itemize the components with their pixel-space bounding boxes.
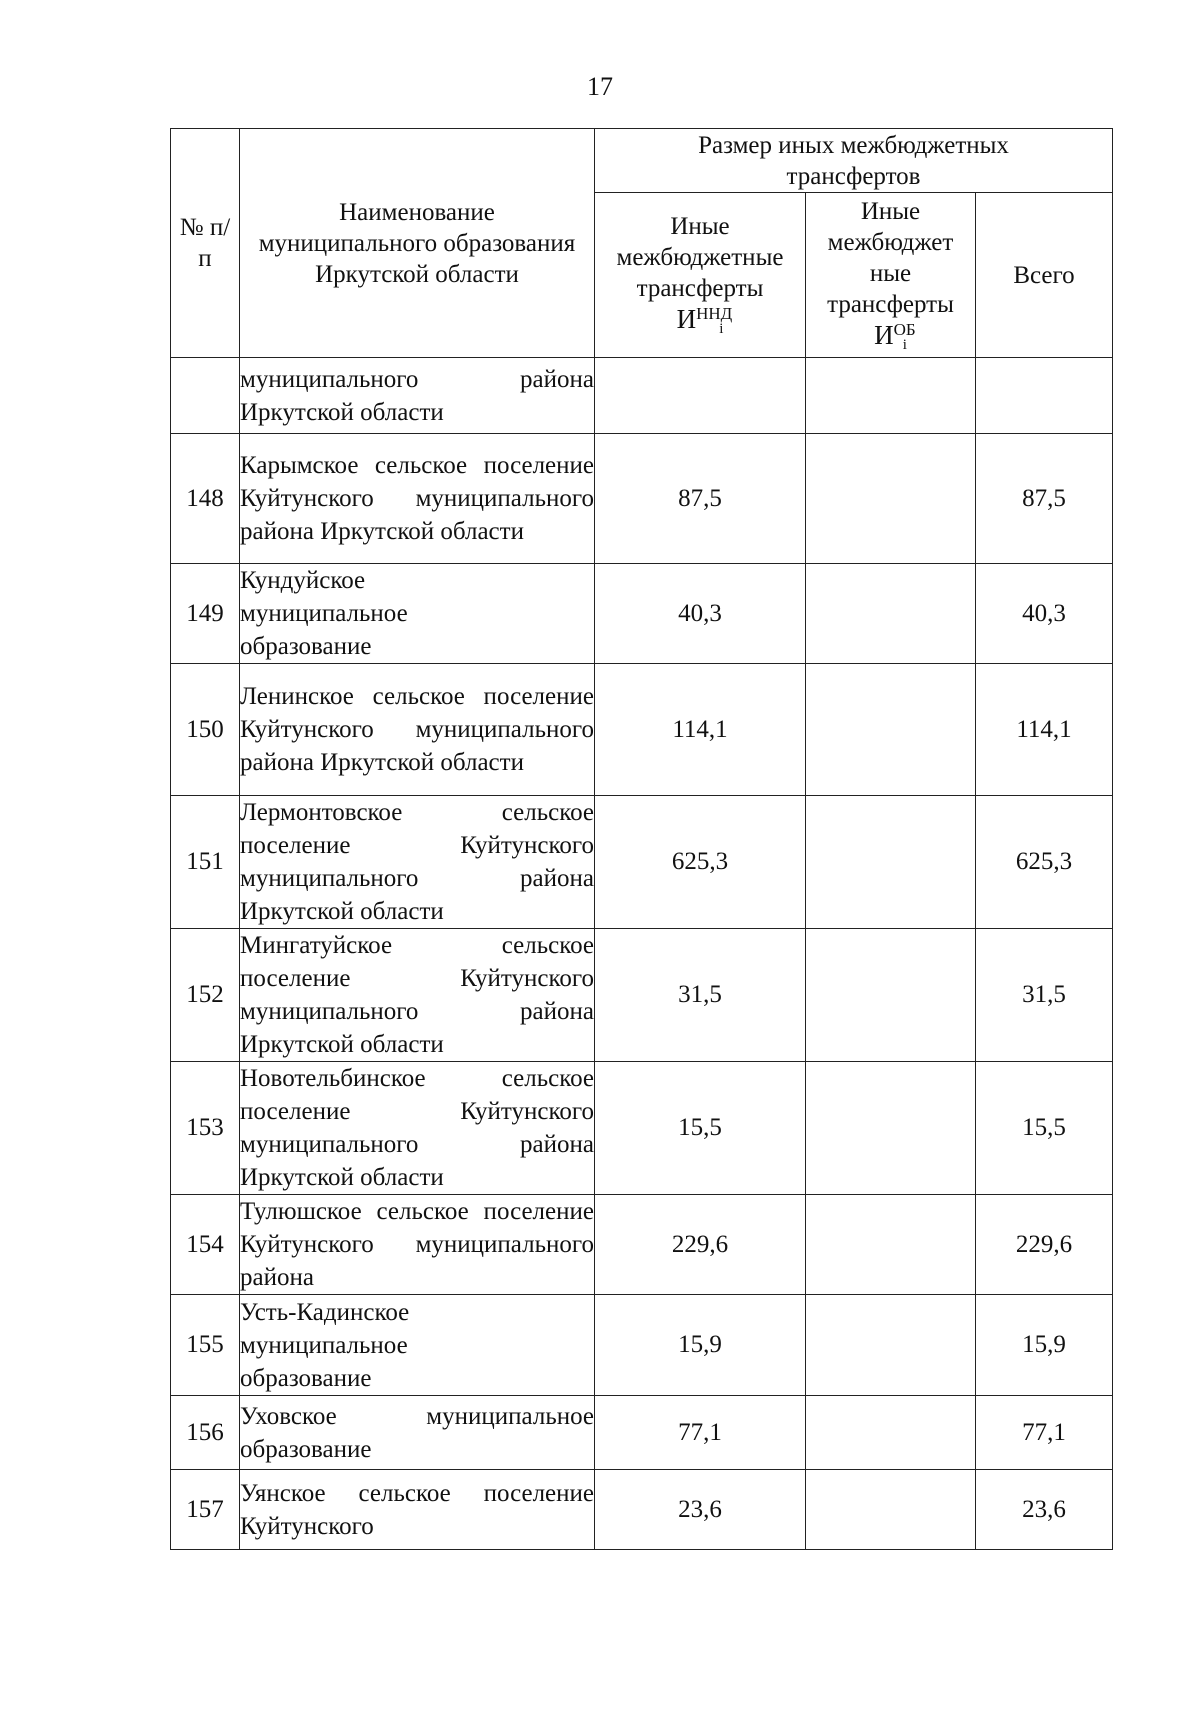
row-nnd: 15,5 <box>595 1062 806 1195</box>
table-row <box>171 358 1113 434</box>
row-num: 156 <box>171 1396 240 1470</box>
row-ob <box>806 434 976 564</box>
row-nnd: 625,3 <box>595 796 806 929</box>
row-total: 87,5 <box>976 434 1113 564</box>
row-total: 625,3 <box>976 796 1113 929</box>
header-group-title: Размер иных межбюджетных трансфертов <box>595 129 1113 193</box>
row-name: муниципального района Иркутской области <box>240 358 595 434</box>
row-nnd: 87,5 <box>595 434 806 564</box>
row-ob <box>806 664 976 796</box>
row-ob <box>806 1470 976 1550</box>
header-name: Наименование муниципального образования Иркутской области <box>240 129 595 358</box>
row-ob <box>806 564 976 664</box>
table-row <box>171 564 1113 664</box>
header-col-nnd-text: Иные межбюджетные трансферты <box>616 213 784 302</box>
row-nnd: 229,6 <box>595 1195 806 1295</box>
header-col-total: Всего <box>976 193 1113 358</box>
row-num: 150 <box>171 664 240 796</box>
row-ob <box>806 1295 976 1396</box>
row-nnd: 114,1 <box>595 664 806 796</box>
row-name: Ленинское сельское поселение Куйтунского муниципального района Иркутской области <box>240 664 595 796</box>
row-ob <box>806 1396 976 1470</box>
row-num: 151 <box>171 796 240 929</box>
row-nnd <box>595 358 806 434</box>
row-num: 148 <box>171 434 240 564</box>
table-row <box>171 434 1113 564</box>
row-ob <box>806 358 976 434</box>
header-col-ob-text: Иные межбюджет ные трансферты <box>827 197 954 318</box>
row-ob <box>806 796 976 929</box>
row-total: 229,6 <box>976 1195 1113 1295</box>
row-num: 149 <box>171 564 240 664</box>
header-col-ob-symbol: $И^{ОБ}_i$ <box>874 319 916 353</box>
header-col-nnd-symbol: $И^{ННД}_i$ <box>676 304 733 337</box>
row-name: Тулюшское сельское поселение Куйтунского муниципального района <box>240 1195 595 1295</box>
table-body <box>171 358 1113 1550</box>
table-row <box>171 1062 1113 1195</box>
row-name: Новотельбинское сельское поселение Куйтунского муниципального района Иркутской области <box>240 1062 595 1195</box>
table-row <box>171 1396 1113 1470</box>
row-total: 15,9 <box>976 1295 1113 1396</box>
row-num: 157 <box>171 1470 240 1550</box>
row-nnd: 40,3 <box>595 564 806 664</box>
row-total: 40,3 <box>976 564 1113 664</box>
row-ob <box>806 1195 976 1295</box>
row-ob <box>806 929 976 1062</box>
header-col-nnd <box>595 193 806 358</box>
transfers-table <box>170 128 1113 1550</box>
row-nnd: 31,5 <box>595 929 806 1062</box>
row-total: 77,1 <box>976 1396 1113 1470</box>
row-num: 154 <box>171 1195 240 1295</box>
row-num: 153 <box>171 1062 240 1195</box>
table-row <box>171 1295 1113 1396</box>
table-row <box>171 664 1113 796</box>
table-row <box>171 929 1113 1062</box>
row-num <box>171 358 240 434</box>
row-name: Уховское муниципальное образование <box>240 1396 595 1470</box>
table-header <box>171 129 1113 358</box>
header-num: № п/п <box>171 129 240 358</box>
table-row <box>171 796 1113 929</box>
row-total <box>976 358 1113 434</box>
row-num: 152 <box>171 929 240 1062</box>
header-col-ob <box>806 193 976 358</box>
row-total: 15,5 <box>976 1062 1113 1195</box>
row-name: Мингатуйское сельское поселение Куйтунского муниципального района Иркутской области <box>240 929 595 1062</box>
row-name: Кундуйское муниципальное образование <box>240 564 595 664</box>
page-number: 17 <box>587 72 613 101</box>
row-total: 114,1 <box>976 664 1113 796</box>
row-num: 155 <box>171 1295 240 1396</box>
row-ob <box>806 1062 976 1195</box>
table-row <box>171 1470 1113 1550</box>
row-nnd: 15,9 <box>595 1295 806 1396</box>
row-nnd: 77,1 <box>595 1396 806 1470</box>
row-name: Уянское сельское поселение Куйтунского <box>240 1470 595 1550</box>
row-nnd: 23,6 <box>595 1470 806 1550</box>
row-name: Усть-Кадинское муниципальное образование <box>240 1295 595 1396</box>
row-name: Лермонтовское сельское поселение Куйтунского муниципального района Иркутской области <box>240 796 595 929</box>
table-row <box>171 1195 1113 1295</box>
row-total: 23,6 <box>976 1470 1113 1550</box>
row-name: Карымское сельское поселение Куйтунского муниципального района Иркутской области <box>240 434 595 564</box>
row-total: 31,5 <box>976 929 1113 1062</box>
